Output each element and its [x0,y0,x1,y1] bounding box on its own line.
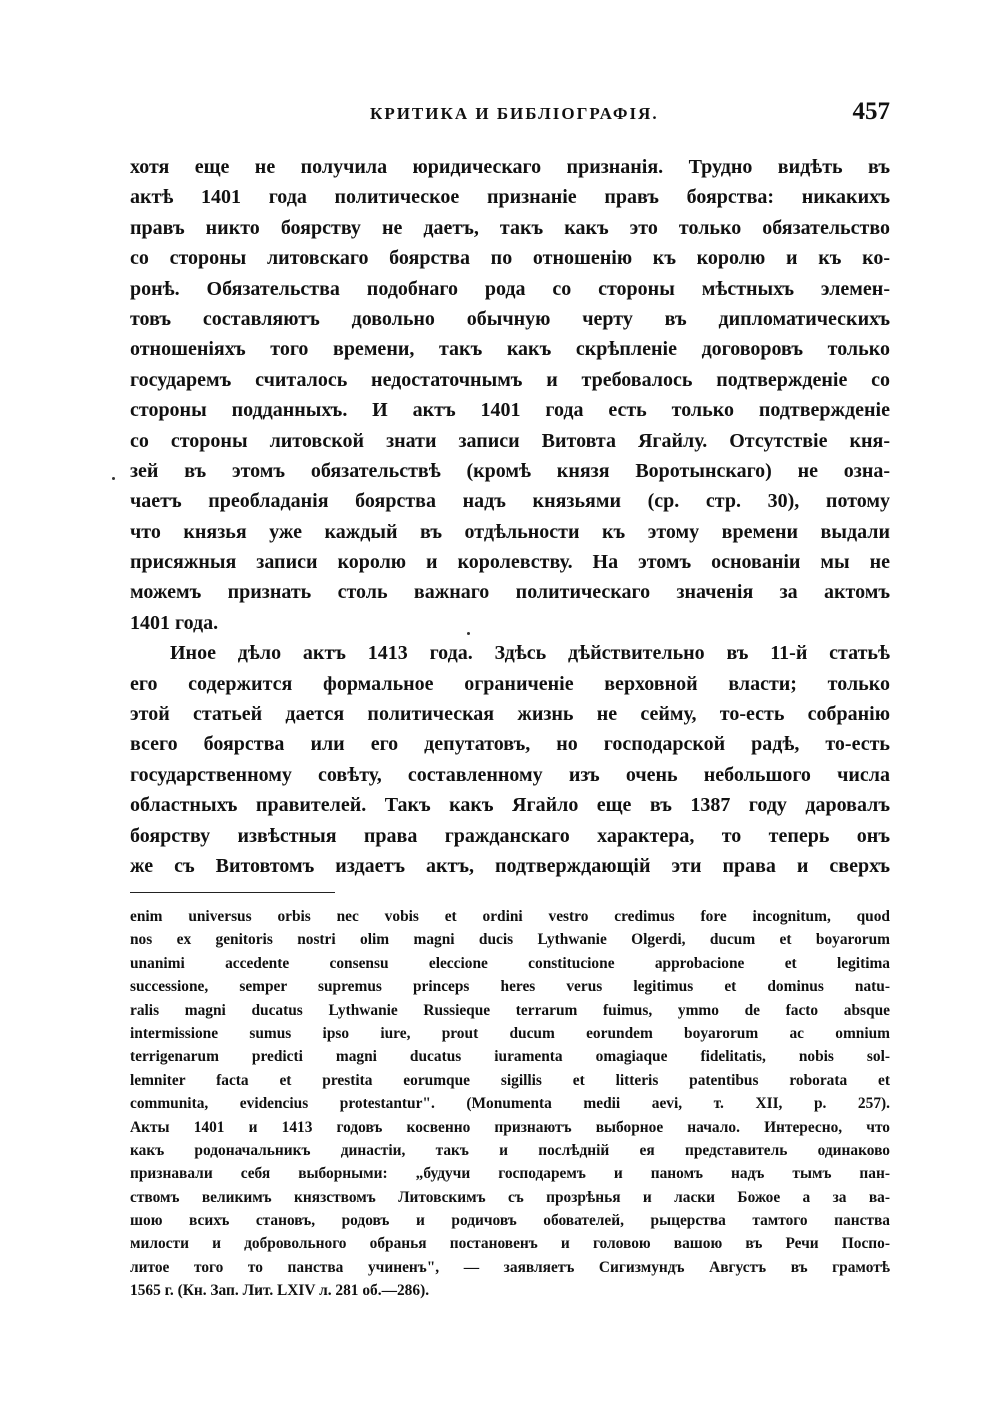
text-line: Иное дѣло актъ 1413 года. Здѣсь дѣйствительно въ 11-й статьѣ [170,642,890,665]
footnote-line: литое того то панства учиненъ", — заявляетъ Сигизмундъ Августъ въ грамотѣ [130,1258,890,1276]
text-line: ронѣ. Обязательства подобнаго рода со стороны мѣстныхъ элемен- [130,277,890,300]
footnote-line: милости и добровольного обранья постановенъ и головою вашою въ Речи Поспо- [130,1235,890,1253]
text-line: всего боярства или его депутатовъ, но господарской радѣ, то-есть [130,733,890,756]
footnote-divider [130,892,335,893]
text-line: зей въ этомъ обязательствѣ (кромѣ князя Воротынскаго) не озна- [130,459,890,482]
text-line: стороны подданныхъ. И актъ 1401 года есть только подтвержденiе [130,399,890,422]
footnote-line: признавали себя выборными: „будучи господаремъ и паномъ надъ тымъ пан- [130,1165,890,1183]
text-line: же съ Витовтомъ издаетъ актъ, подтверждающiй эти права и сверхъ [130,854,890,877]
footnote-line: enim universus orbis nec vobis et ordini vestro credimus fore incognitum, quod [130,908,890,925]
footnote-line: lemniter facta et prestita eorumque sigillis et litteris patentibus roborata et [130,1071,890,1089]
text-line: чаетъ преобладанiя боярства надъ князьями (ср. стр. 30), потому [130,490,890,513]
running-head: КРИТИКА И БИБЛIОГРАФIЯ. [370,104,659,123]
page-number: 457 [852,98,890,125]
text-line: государемъ считалось недостаточнымъ и требовалось подтвержденiе со [130,368,890,391]
text-line: его содержится формальное ограниченiе верховной власти; только [130,672,890,695]
footnote-line: ствомъ великимъ князствомъ Литовскимъ съ прозрѣнья и ласки Божое а за ва- [130,1188,890,1206]
footnote-line: intermissione sumus ipso iure, prout ducum eorundem boyarorum ac omnium [130,1024,890,1042]
text-line: со стороны литовской знати записи Витовта Ягайлу. Отсутствiе кня- [130,429,890,452]
text-line: областныхъ правителей. Такъ какъ Ягайло еще въ 1387 году даровалъ [130,794,890,817]
footnote-line: terrigenarum predicti magni ducatus iuramenta omagiaque fidelitatis, nobis sol- [130,1048,890,1066]
text-line: хотя еще не получила юридическаго признанiя. Трудно видѣть въ [130,156,890,178]
text-line: боярству извѣстныя права гражданскаго характера, то теперь онъ [130,824,890,847]
footnote-line: successione, semper supremus princeps heres verus legitimus et dominus natu- [130,978,890,996]
text-line: 1401 года. [130,611,219,634]
text-line: со стороны литовскаго боярства по отношенiю къ королю и къ ко- [130,247,890,270]
footnote-line: communita, evidencius protestantur". (Monumenta medii aevi, т. XII, р. 257). [130,1095,890,1113]
main-text-body [130,152,890,881]
text-line: этой статьей дается политическая жизнь не сейму, то-есть собранiю [130,703,890,726]
footnote-line: 1565 г. (Кн. Зап. Лит. LXIV л. 281 об.—286). [130,1282,430,1300]
footnote-line: ralis magni ducatus Lythwanie Russieque terrarum fuimus, ymmo de facto absque [130,1001,890,1019]
text-line: государственному совѣту, составленному изъ очень небольшого числа [130,763,890,786]
text-line: можемъ признать столь важнаго политическаго значенiя за актомъ [130,581,890,604]
text-line: актѣ 1401 года политическое признанiе правъ боярства: никакихъ [130,186,890,209]
footnote-line: шою всихъ становъ, родовъ и родичовъ обователей, рыцерства тамтого панства [130,1212,890,1230]
margin-mark [112,477,115,480]
footnote-line: nos ex genitoris nostri olim magni ducis Lythwanie Olgerdi, ducum et boyarorum [130,931,890,949]
text-line: что князья уже каждый въ отдѣльности къ этому времени выдали [130,520,890,543]
text-line: присяжныя записи королю и королевству. На этомъ основанiи мы не [130,551,890,574]
page-header [130,98,890,132]
text-line: товъ составляютъ довольно обычную черту въ дипломатическихъ [130,307,890,330]
text-line: отношенiяхъ того времени, такъ какъ скрѣпленiе договоровъ только [130,338,890,361]
footnote-line: unanimi accedente consensu eleccione constitucione approbacione et legitima [130,954,890,972]
footnote-body [130,905,890,1303]
footnote-line: Акты 1401 и 1413 годовъ косвенно признаютъ выборное начало. Интересно, что [130,1118,890,1136]
text-line: правъ никто боярству не даетъ, такъ какъ это только обязательство [130,216,890,239]
stray-mark [467,632,470,635]
footnote-line: какъ родоначальникъ династiи, такъ и послѣднiй ея представитель одинаково [130,1141,890,1159]
